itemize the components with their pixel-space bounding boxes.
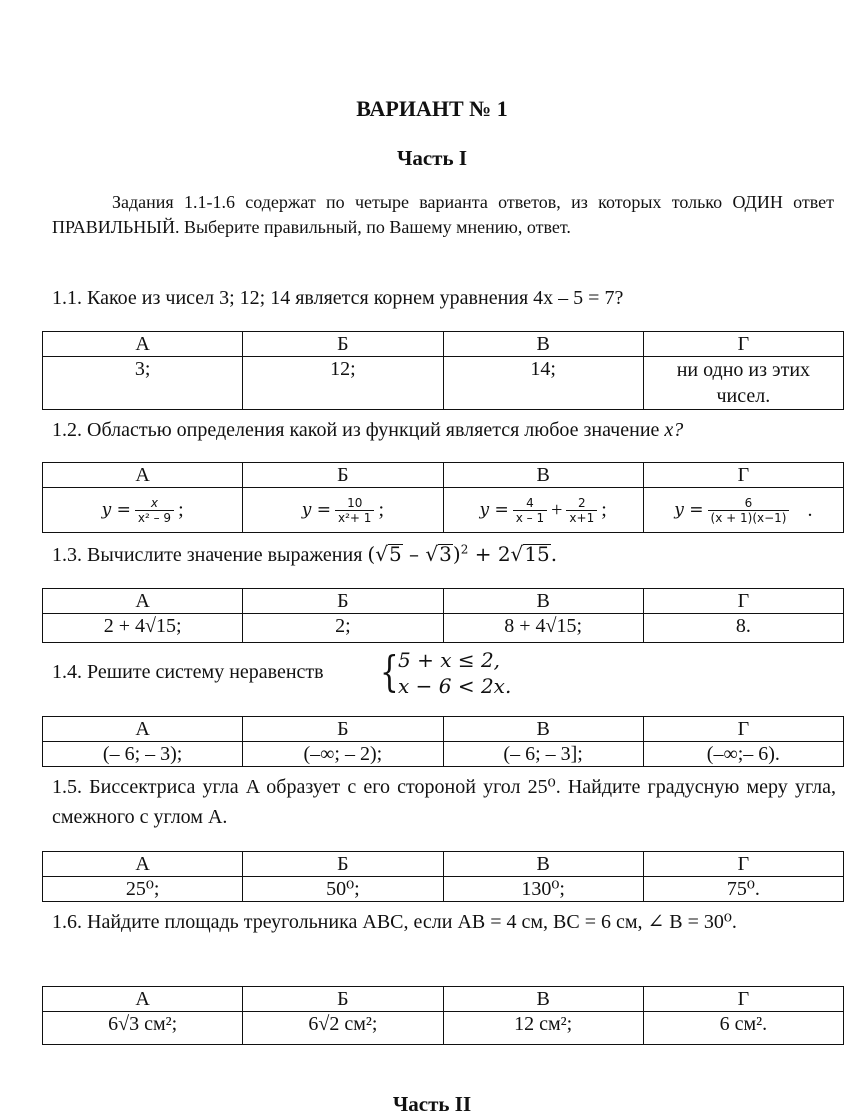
answer-table-1-4 (42, 716, 844, 767)
answer-table-1-2 (42, 462, 844, 533)
header-g: Г (643, 852, 843, 877)
inequality-line-2: x − 6 < 2x. (398, 674, 512, 698)
answer-1-2-g[interactable]: y = $\frac{6}{(x + 1)(x-1)}$ . (643, 488, 843, 533)
answer-1-1-a[interactable]: 3; (43, 357, 243, 410)
answer-1-3-g[interactable]: 8. (643, 614, 843, 643)
header-g: Г (643, 463, 843, 488)
answer-1-6-b[interactable]: 6√2 см²; (243, 1012, 443, 1045)
answer-1-5-g[interactable]: 75⁰. (643, 877, 843, 902)
header-a: А (43, 717, 243, 742)
answer-1-3-v[interactable]: 8 + 4√15; (443, 614, 643, 643)
fraction-denominator: x²+ 1 (335, 510, 374, 525)
header-v: В (443, 717, 643, 742)
fraction-denominator: x² – 9 (135, 510, 174, 525)
answer-1-4-g[interactable]: (–∞;– 6). (643, 742, 843, 767)
answer-1-4-a[interactable]: (– 6; – 3); (43, 742, 243, 767)
question-1-3-text: 1.3. Вычислите значение выражения (52, 544, 363, 566)
inequality-line-1: 5 + x ≤ 2, (398, 648, 501, 672)
answer-suffix: . (807, 499, 813, 521)
fraction-numerator: 10 (347, 495, 363, 510)
answer-suffix: ; (378, 499, 384, 521)
header-g: Г (643, 589, 843, 614)
header-a: А (43, 852, 243, 877)
header-g: Г (643, 717, 843, 742)
answer-1-3-b[interactable]: 2; (243, 614, 443, 643)
header-v: В (443, 852, 643, 877)
fraction-numerator: 6 (744, 495, 753, 510)
fraction-numerator: 4 (526, 495, 534, 510)
question-1-6: 1.6. Найдите площадь треугольника ABC, если AB = 4 см, BC = 6 см, ∠ B = 30⁰. (52, 911, 737, 933)
question-1-4-text: 1.4. Решите систему неравенств (52, 661, 324, 683)
answer-1-4-b[interactable]: (–∞; – 2); (243, 742, 443, 767)
answer-1-5-v[interactable]: 130⁰; (443, 877, 643, 902)
header-g: Г (643, 332, 843, 357)
answer-1-1-v[interactable]: 14; (443, 357, 643, 410)
variant-title: ВАРИАНТ № 1 (356, 96, 508, 121)
question-1-5: 1.5. Биссектриса угла A образует с его стороной угол 25⁰. Найдите градусную меру угла, смежного с углом A. (52, 776, 836, 828)
answer-table-1-3 (42, 588, 844, 643)
answer-1-1-g[interactable]: ни одно из этих чисел. (643, 357, 843, 410)
header-b: Б (243, 589, 443, 614)
header-a: А (43, 589, 243, 614)
question-1-1-text: 1.1. Какое из чисел 3; 12; 14 является корнем уравнения (52, 287, 529, 309)
answer-1-2-v[interactable]: y = $\frac{4}{x - 1}$ + $\frac{2}{x+1}$ ; (443, 488, 643, 533)
header-b: Б (243, 987, 443, 1012)
header-v: В (443, 463, 643, 488)
header-a: А (43, 987, 243, 1012)
header-v: В (443, 987, 643, 1012)
fraction-numerator: 2 (577, 495, 586, 510)
answer-1-6-a[interactable]: 6√3 см²; (43, 1012, 243, 1045)
answer-1-5-b[interactable]: 50⁰; (243, 877, 443, 902)
answer-1-2-b[interactable]: y = $\frac{10}{\text{x²+ 1}}$ ; (243, 488, 443, 533)
header-b: Б (243, 852, 443, 877)
question-1-1 (52, 284, 836, 312)
header-v: В (443, 589, 643, 614)
fraction-numerator: x (150, 495, 159, 510)
answer-1-5-a[interactable]: 25⁰; (43, 877, 243, 902)
header-b: Б (243, 717, 443, 742)
answer-table-1-6 (42, 986, 844, 1045)
instructions: Задания 1.1-1.6 содержат по четыре варианта ответов, из которых только ОДИН ответ ПРАВИЛЬНЫЙ. Выберите правильный, по Вашему мнению, ответ. (52, 192, 834, 237)
question-1-2-text: 1.2. Областью определения какой из функций является любое значение (52, 419, 660, 441)
question-1-2-var: x? (664, 419, 684, 441)
header-b: Б (243, 463, 443, 488)
fraction-denominator: x+1 (566, 510, 597, 525)
part-title: Часть I (396, 146, 468, 170)
answer-1-6-g[interactable]: 6 см². (643, 1012, 843, 1045)
answer-suffix: ; (601, 499, 607, 521)
fraction-denominator: x – 1 (513, 510, 547, 525)
answer-table-1-1 (42, 331, 844, 410)
answer-suffix: ; (178, 499, 184, 521)
answer-1-3-a[interactable]: 2 + 4√15; (43, 614, 243, 643)
brace-icon: { (380, 647, 399, 696)
question-1-1-equation: 4x – 5 = 7? (533, 287, 624, 309)
answer-1-6-v[interactable]: 12 см²; (443, 1012, 643, 1045)
header-a: А (43, 332, 243, 357)
answer-1-4-v[interactable]: (– 6; – 3]; (443, 742, 643, 767)
fraction-denominator: (x + 1)(x−1) (708, 510, 790, 525)
header-g: Г (643, 987, 843, 1012)
part-2-title: Часть II (392, 1092, 472, 1116)
header-b: Б (243, 332, 443, 357)
answer-1-1-b[interactable]: 12; (243, 357, 443, 410)
answer-table-1-5 (42, 851, 844, 902)
question-1-3-expression: (√5 – √3)$^2$ + 2√15. (367, 542, 558, 566)
question-1-2 (52, 416, 836, 444)
question-1-3 (52, 540, 836, 569)
header-v: В (443, 332, 643, 357)
header-a: А (43, 463, 243, 488)
answer-1-2-a[interactable]: y = $\frac{x}{\text{x² – 9}}$ ; (43, 488, 243, 533)
